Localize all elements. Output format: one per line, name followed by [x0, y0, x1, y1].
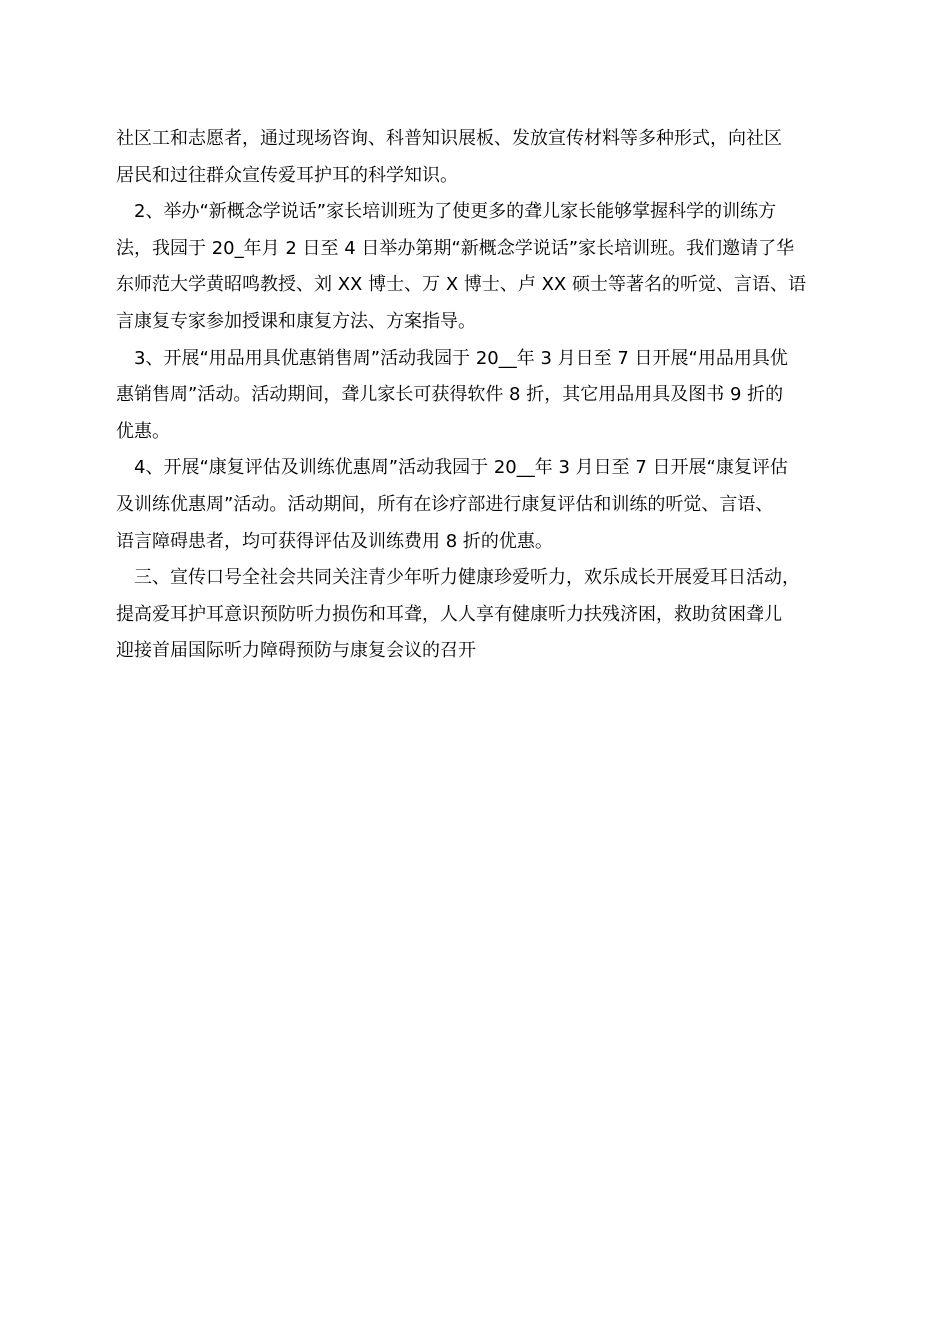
paragraph-item-2: [116, 194, 838, 340]
text-line: 及训练优惠周”活动。活动期间，所有在诊疗部进行康复评估和训练的听觉、言语、: [116, 493, 774, 515]
text-line: 4、开展“康复评估及训练优惠周”活动我园于 20__年 3 月日至 7 日开展“康复评估: [134, 457, 788, 479]
paragraph-slogans: [116, 560, 838, 670]
text-line: 优惠。: [116, 420, 170, 442]
text-line: 3、开展“用品用具优惠销售周”活动我园于 20__年 3 月日至 7 日开展“用品用具优: [134, 347, 788, 369]
text-line: 法，我园于 20_年月 2 日至 4 日举办第期“新概念学说话”家长培训班。我们邀请了华: [116, 237, 795, 259]
text-line: 居民和过往群众宣传爱耳护耳的科学知识。: [116, 164, 458, 186]
paragraph-item-3: [116, 341, 838, 451]
text-line: 三、宣传口号全社会共同关注青少年听力健康珍爱听力，欢乐成长开展爱耳日活动，: [134, 567, 800, 589]
paragraph-item-4: [116, 450, 838, 560]
text-line: 惠销售周”活动。活动期间，聋儿家长可获得软件 8 折，其它用品用具及图书 9 折的: [116, 384, 784, 406]
text-line: 提高爱耳护耳意识预防听力损伤和耳聋，人人享有健康听力扶残济困，救助贫困聋儿: [116, 603, 782, 625]
document-body: [116, 121, 838, 670]
text-line: 2、举办“新概念学说话”家长培训班为了使更多的聋儿家长能够掌握科学的训练方: [134, 201, 777, 223]
text-line: 语言障碍患者，均可获得评估及训练费用 8 折的优惠。: [116, 530, 553, 552]
text-line: 东师范大学黄昭鸣教授、刘 XX 博士、万 X 博士、卢 XX 硕士等著名的听觉、言语、语: [116, 274, 806, 296]
text-line: 迎接首届国际听力障碍预防与康复会议的召开: [116, 640, 476, 662]
paragraph-community-outreach: [116, 121, 838, 194]
text-line: 社区工和志愿者，通过现场咨询、科普知识展板、发放宣传材料等多种形式，向社区: [116, 128, 782, 149]
text-line: 言康复专家参加授课和康复方法、方案指导。: [116, 310, 476, 332]
